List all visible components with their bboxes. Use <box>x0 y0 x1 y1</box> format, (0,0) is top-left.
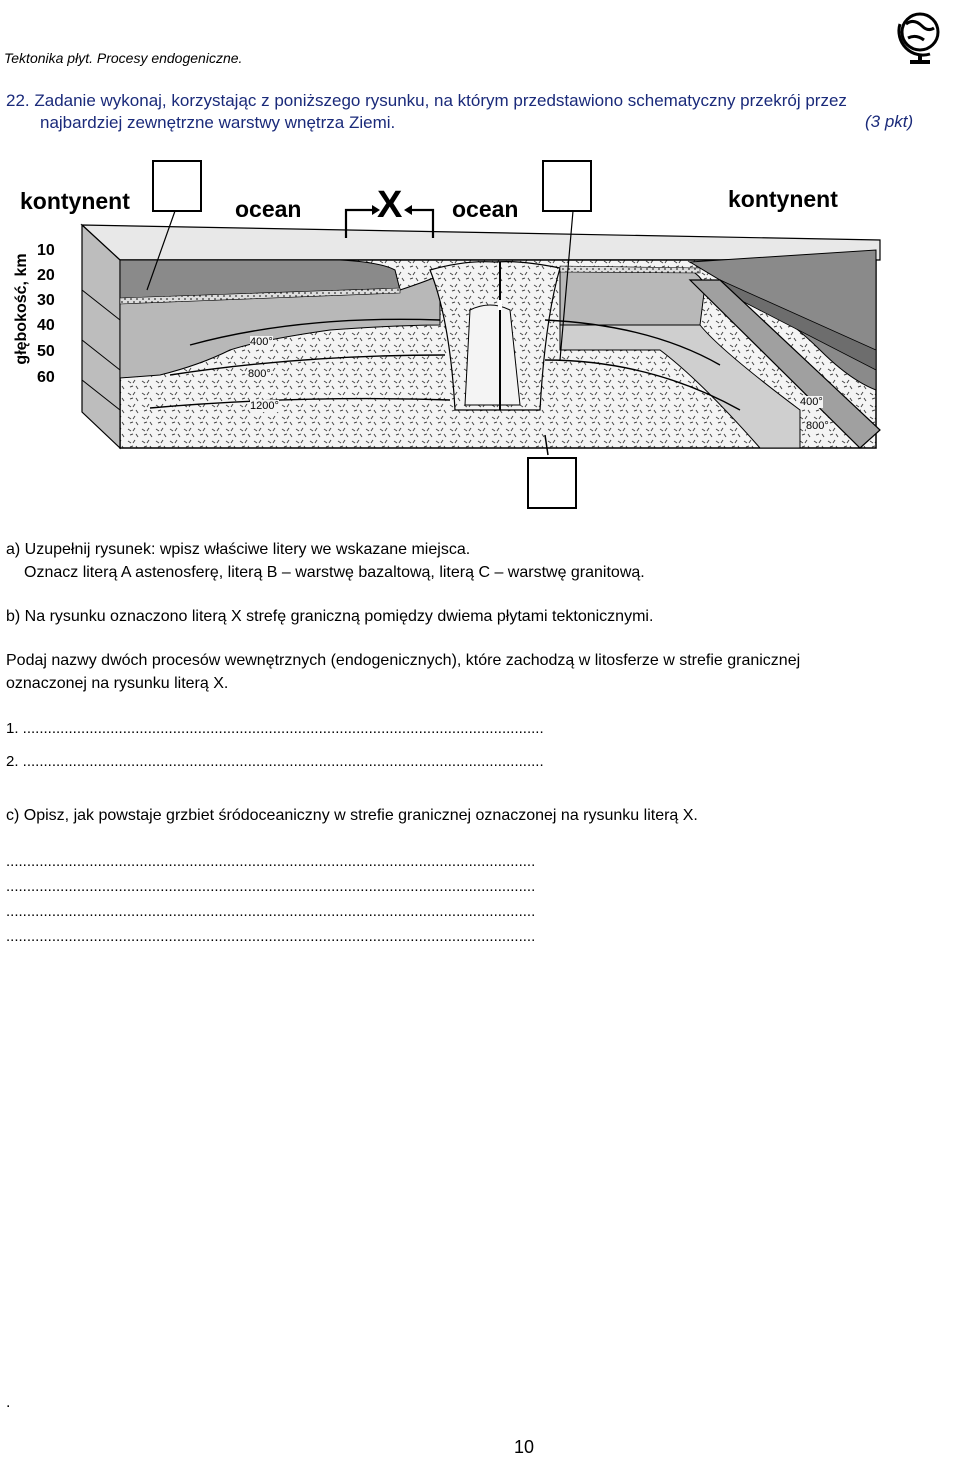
answer-line-2[interactable]: 2. ............................................................................................................................. <box>6 753 544 770</box>
answer-box-3 <box>528 458 576 508</box>
isotherm-label-400-left: 400° <box>250 336 273 348</box>
depth-tick-30: 30 <box>37 292 55 309</box>
globe-logo-icon <box>892 4 948 66</box>
answer-line-c1[interactable]: ............................................................................................................................... <box>6 853 536 870</box>
depth-tick-10: 10 <box>37 242 55 259</box>
answer-line-c2[interactable]: ............................................................................................................................... <box>6 878 536 895</box>
depth-tick-50: 50 <box>37 343 55 360</box>
label-x: X <box>377 184 403 226</box>
label-continent-right: kontynent <box>728 186 838 212</box>
isotherm-label-1200-left: 1200° <box>250 400 279 412</box>
task-a-line-1: a) Uzupełnij rysunek: wpisz właściwe litery we wskazane miejsca. <box>6 541 471 558</box>
depth-axis-label: głębokość, km <box>13 253 30 365</box>
answer-line-c3[interactable]: ............................................................................................................................... <box>6 903 536 920</box>
depth-tick-20: 20 <box>37 267 55 284</box>
label-ocean-left: ocean <box>235 196 302 222</box>
answer-line-c4[interactable]: ............................................................................................................................... <box>6 928 536 945</box>
task-b-line-3: oznaczonej na rysunku literą X. <box>6 675 229 692</box>
answer-box-1 <box>153 161 201 211</box>
stray-dot: . <box>6 1394 11 1411</box>
answer-box-2 <box>543 161 591 211</box>
task-a-line-2: Oznacz literą A astenosferę, literą B – warstwę bazaltową, literą C – warstwę granitową. <box>24 564 645 581</box>
question-points: (3 pkt) <box>865 112 914 131</box>
task-b-line-2: Podaj nazwy dwóch procesów wewnętrznych (endogenicznych), które zachodzą w litosferze w strefie granicznej <box>6 652 801 669</box>
question-line-1: 22. Zadanie wykonaj, korzystając z poniższego rysunku, na którym przedstawiono schematyczny przekrój przez <box>6 91 847 110</box>
depth-tick-60: 60 <box>37 369 55 386</box>
isotherm-label-800-right: 800° <box>806 420 829 432</box>
isotherm-label-800-left: 800° <box>248 368 271 380</box>
label-ocean-right: ocean <box>452 196 519 222</box>
isotherm-label-400-right: 400° <box>800 396 823 408</box>
task-c-line-1: c) Opisz, jak powstaje grzbiet śródoceaniczny w strefie granicznej oznaczonej na rysunku literą X. <box>6 807 698 824</box>
label-continent-left: kontynent <box>20 188 130 214</box>
answer-line-1[interactable]: 1. ............................................................................................................................. <box>6 720 544 737</box>
page-number: 10 <box>514 1437 535 1457</box>
task-b-line-1: b) Na rysunku oznaczono literą X strefę graniczną pomiędzy dwiema płytami tektonicznymi. <box>6 608 654 625</box>
running-header: Tektonika płyt. Procesy endogeniczne. <box>4 50 243 66</box>
depth-tick-40: 40 <box>37 317 55 334</box>
question-line-2: najbardziej zewnętrzne warstwy wnętrza Ziemi. <box>40 113 396 132</box>
